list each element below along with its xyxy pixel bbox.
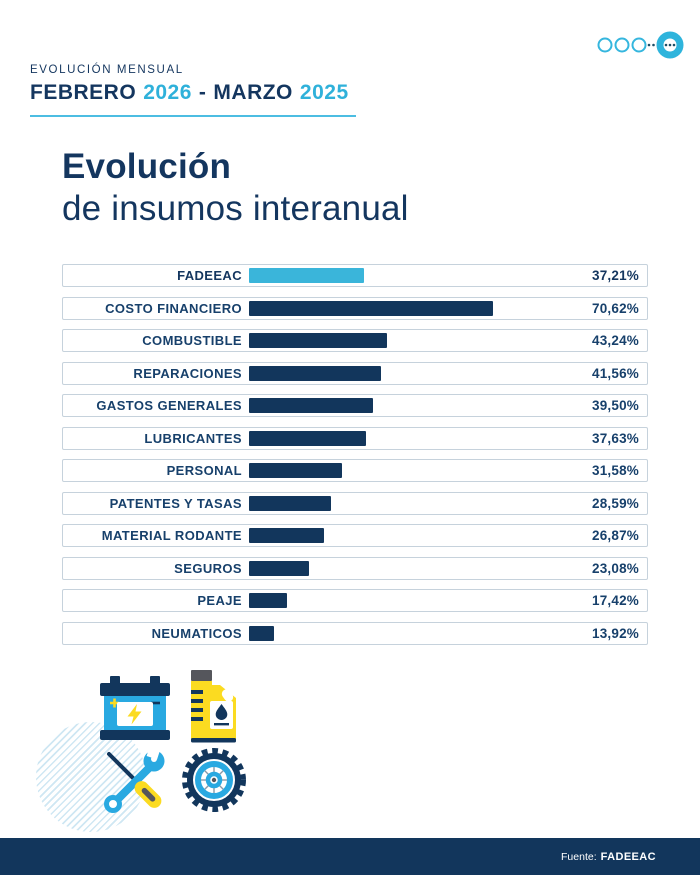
value-bar xyxy=(249,301,493,316)
chart-row xyxy=(62,622,648,645)
report-header xyxy=(30,64,356,117)
value-label: 23,08% xyxy=(592,560,639,576)
oil-jug-icon xyxy=(187,670,243,744)
tire-icon xyxy=(181,746,247,814)
chart-row xyxy=(62,557,648,580)
value-label: 17,42% xyxy=(592,593,639,608)
chart-row xyxy=(62,264,648,287)
value-bar xyxy=(249,463,342,478)
value-bar xyxy=(249,496,331,511)
category-label: PERSONAL xyxy=(166,463,242,478)
chart-row xyxy=(62,329,648,352)
value-label: 31,58% xyxy=(592,463,639,478)
category-label: MATERIAL RODANTE xyxy=(101,528,242,543)
chart-row xyxy=(62,589,648,612)
period-from-month: FEBRERO xyxy=(30,81,137,104)
value-bar xyxy=(249,528,324,543)
value-bar xyxy=(249,561,309,576)
chart-row xyxy=(62,297,648,320)
chart-row xyxy=(62,524,648,547)
value-bar xyxy=(249,626,274,641)
value-bar xyxy=(249,333,387,348)
category-label: LUBRICANTES xyxy=(144,430,242,446)
bar-chart xyxy=(62,264,648,654)
value-label: 26,87% xyxy=(592,528,639,543)
category-label: FADEEAC xyxy=(177,268,242,283)
chart-row xyxy=(62,427,648,450)
header-underline xyxy=(30,115,356,117)
category-label: SEGUROS xyxy=(174,560,242,576)
value-bar xyxy=(249,268,364,283)
category-label: PATENTES Y TASAS xyxy=(109,495,242,511)
source-label: Fuente: xyxy=(561,850,597,863)
report-period xyxy=(30,81,356,105)
category-label: REPARACIONES xyxy=(133,365,242,381)
wrench-screwdriver-icon xyxy=(103,748,167,814)
period-to-month: MARZO xyxy=(213,81,293,104)
dots-circles-logo-icon xyxy=(596,28,684,62)
report-eyebrow: EVOLUCIÓN MENSUAL xyxy=(30,64,184,76)
chart-row xyxy=(62,362,648,385)
value-bar xyxy=(249,366,381,381)
page-title-line1: Evolución xyxy=(62,147,232,186)
page-title xyxy=(62,146,409,230)
period-from-year: 2026 xyxy=(143,81,192,104)
value-label: 37,63% xyxy=(592,430,639,446)
period-separator: - xyxy=(198,81,207,104)
period-to-year: 2025 xyxy=(299,81,349,104)
value-label: 28,59% xyxy=(592,495,639,511)
chart-row xyxy=(62,459,648,482)
chart-row xyxy=(62,492,648,515)
value-bar xyxy=(249,593,287,608)
value-label: 39,50% xyxy=(592,398,639,413)
category-label: NEUMATICOS xyxy=(151,625,242,641)
value-label: 37,21% xyxy=(592,268,639,283)
category-label: PEAJE xyxy=(197,593,242,608)
value-label: 41,56% xyxy=(592,365,639,381)
category-label: GASTOS GENERALES xyxy=(96,398,242,413)
source-value: FADEEAC xyxy=(600,850,656,863)
value-bar xyxy=(249,398,373,413)
page-title-line2: de insumos interanual xyxy=(62,189,409,228)
value-label: 43,24% xyxy=(592,333,639,348)
battery-icon xyxy=(100,676,170,742)
value-label: 70,62% xyxy=(592,300,639,316)
value-bar xyxy=(249,431,366,446)
category-label: COMBUSTIBLE xyxy=(142,333,242,348)
value-label: 13,92% xyxy=(592,625,639,641)
chart-row xyxy=(62,394,648,417)
category-label: COSTO FINANCIERO xyxy=(105,300,242,316)
footer-bar xyxy=(0,838,700,875)
